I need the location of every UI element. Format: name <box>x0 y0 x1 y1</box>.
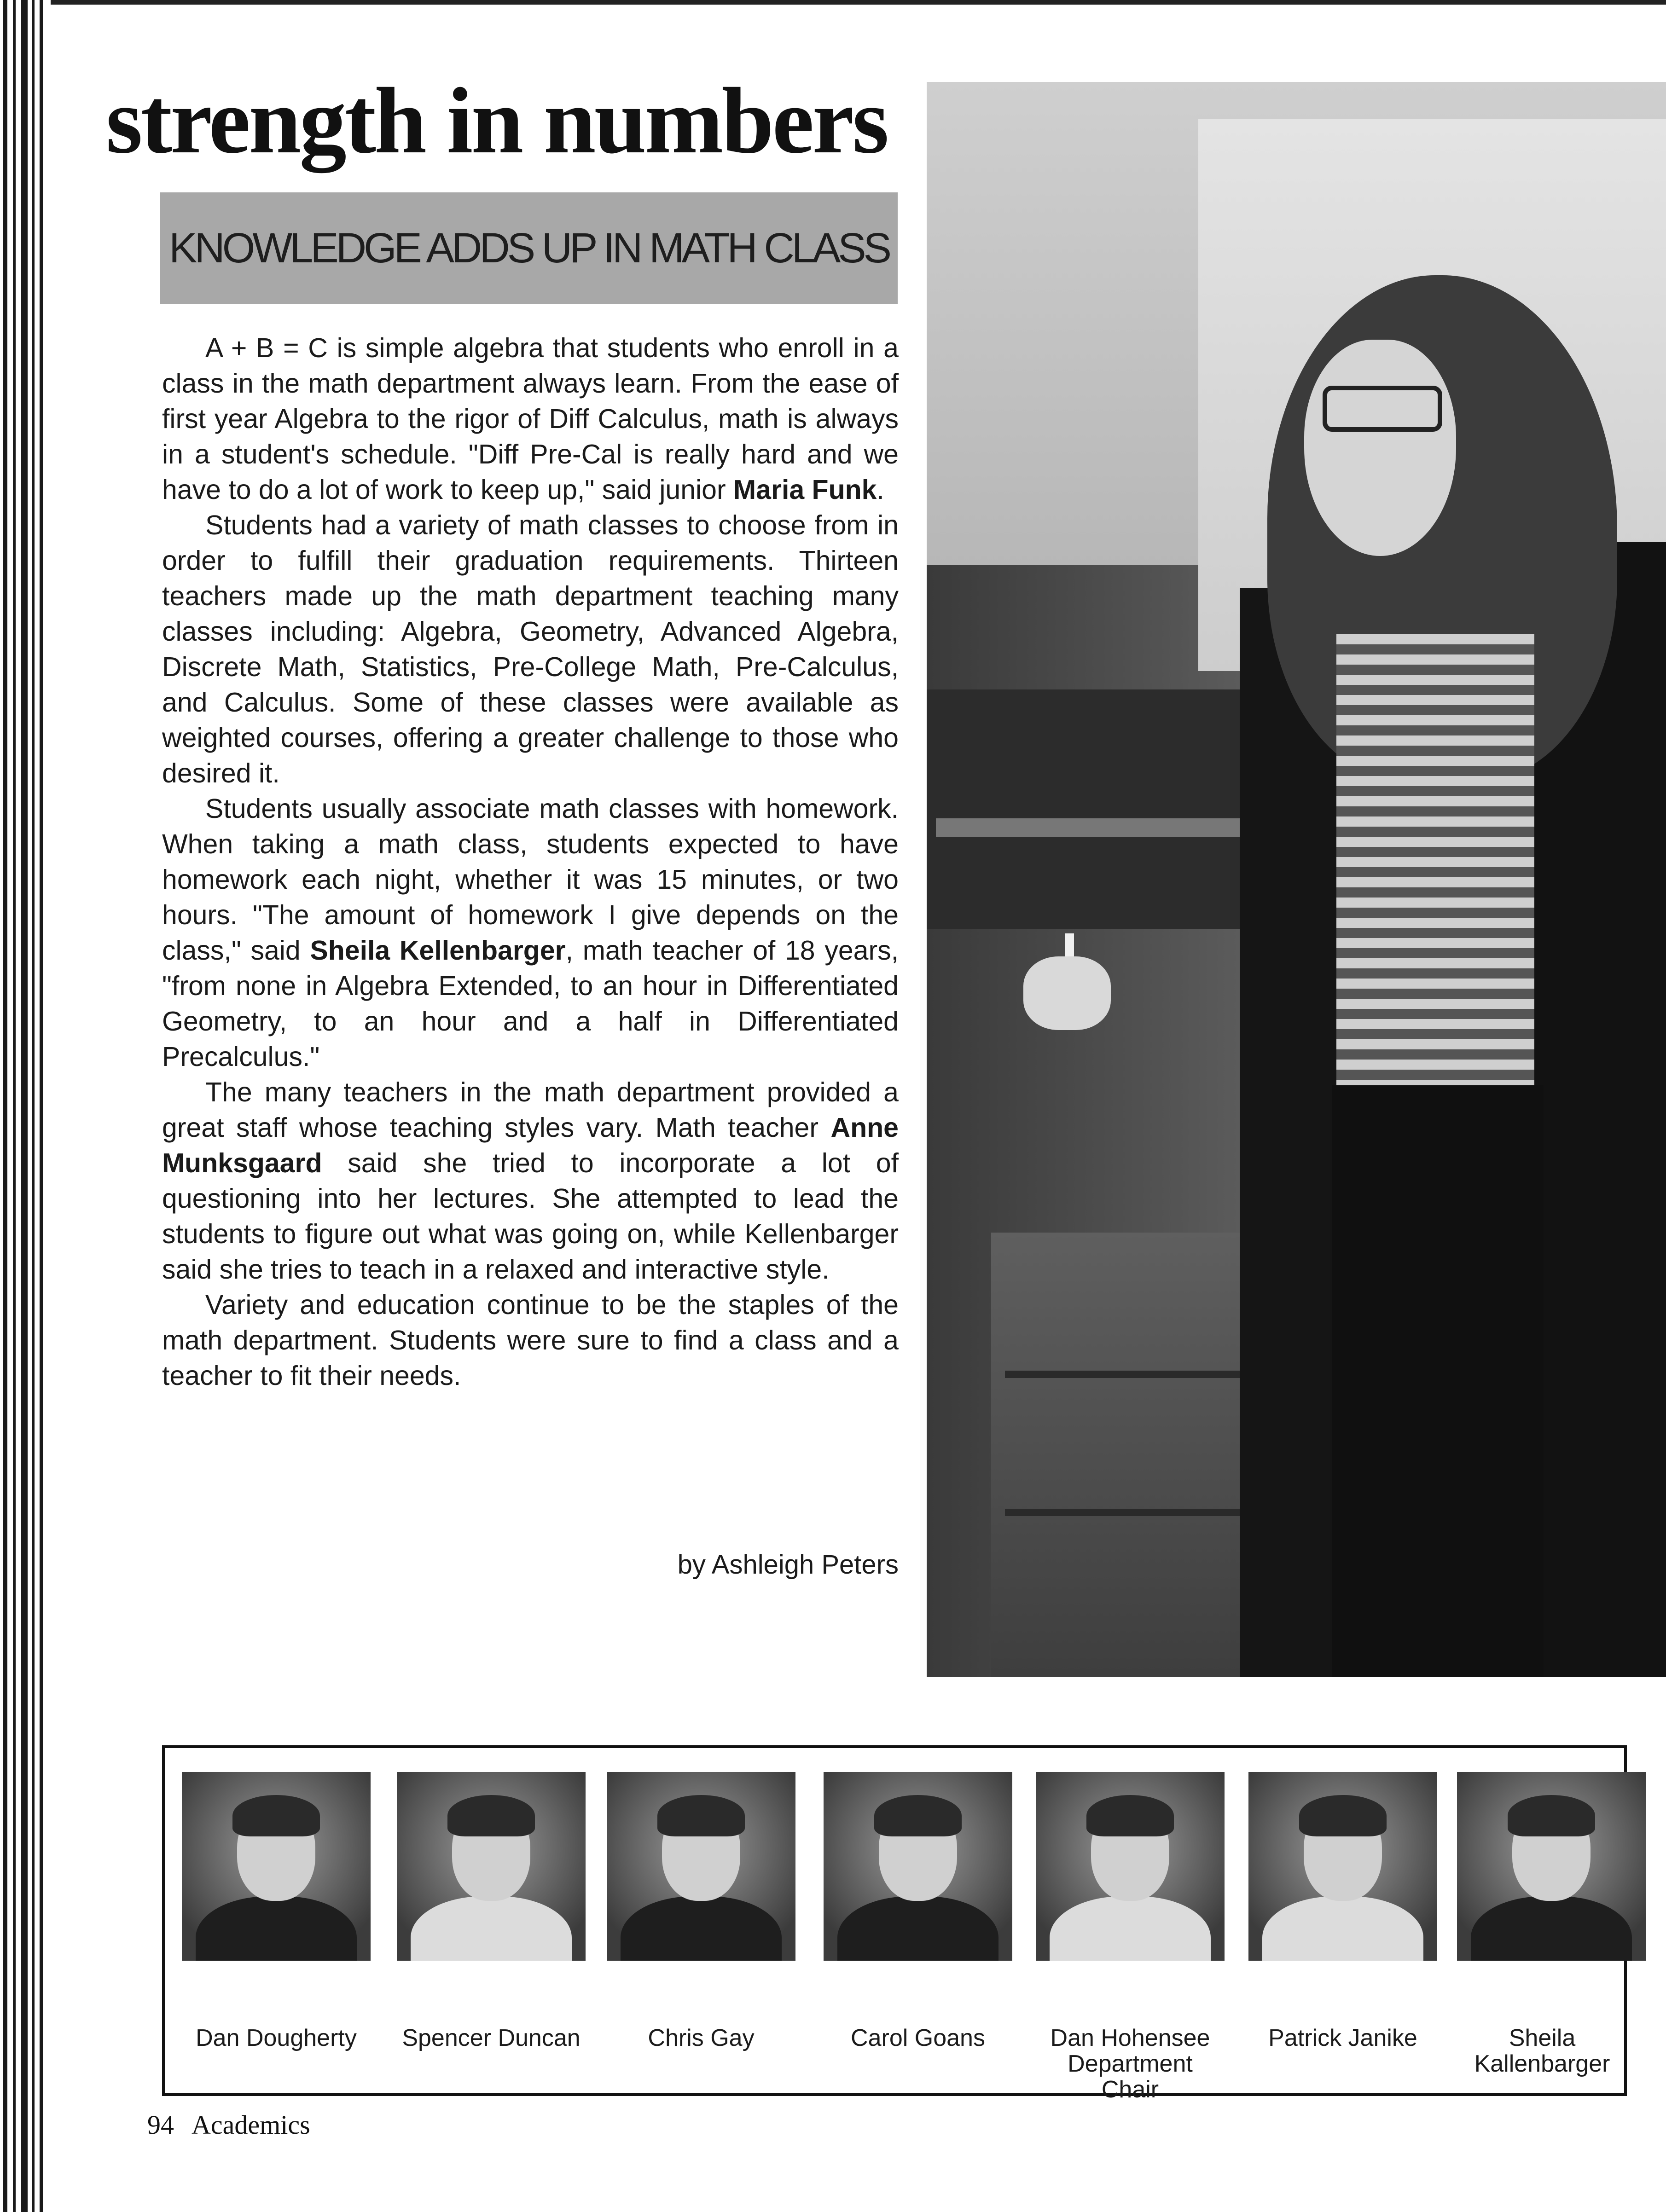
faculty-portrait <box>607 1772 795 1961</box>
page-title: strength in numbers <box>106 69 888 173</box>
binding-edge <box>0 0 51 2212</box>
faculty-portrait <box>397 1772 586 1961</box>
subtitle-text: KNOWLEDGE ADDS UP IN MATH CLASS <box>168 224 889 272</box>
faculty-portrait <box>824 1772 1012 1961</box>
faculty-name <box>1457 2025 1627 2077</box>
faculty-portrait <box>1036 1772 1225 1961</box>
section-name: Academics <box>192 2110 310 2140</box>
faculty-portrait <box>182 1772 371 1961</box>
faculty-name-text: Dan Dougherty <box>196 2025 357 2051</box>
paragraph-text: A + B = C is simple algebra that students who enroll in a class in the math department always learn. From the ease of first year Algebra to the rigor of Diff Calculus, math is always in a student's schedule. "Diff Pre-Cal is really hard and we have to do a lot of work to keep up," said junior <box>162 333 899 505</box>
paragraph-5 <box>162 1287 899 1394</box>
paragraph-text: said she tried to incorporate a lot of questioning into her lectures. She attempted to lead the students to figure out what was going on, while Kellenbarger said she tries to teach in a relaxed and interactive style. <box>162 1148 899 1285</box>
faculty-role-text: Department Chair <box>1068 2050 1193 2103</box>
paragraph-4 <box>162 1075 899 1287</box>
paragraph-2 <box>162 508 899 791</box>
paragraph-text: The many teachers in the math department provided a great staff whose teaching styles vary. Math teacher <box>162 1077 899 1143</box>
teacher-photo <box>927 82 1666 1677</box>
top-rule <box>51 0 1666 5</box>
page-folio <box>147 2109 328 2140</box>
faculty-portrait <box>1457 1772 1646 1961</box>
byline: by Ashleigh Peters <box>677 1550 899 1580</box>
quoted-student-name: Maria Funk <box>733 475 877 505</box>
paragraph-1 <box>162 330 899 508</box>
paragraph-text: Variety and education continue to be the staples of the math department. Students were sure to find a class and a teacher to fit their needs. <box>162 1290 899 1391</box>
faculty-name <box>607 2025 795 2051</box>
faculty-name-text: Spencer Duncan <box>402 2025 580 2051</box>
paragraph-text: Students usually associate math classes with homework. When taking a math class, students expected to have homework each night, whether it was 15 minutes, or two hours. "The amount of homework I give depends on the class," said <box>162 793 899 966</box>
page-number: 94 <box>147 2110 174 2140</box>
paragraph-text: Students had a variety of math classes to choose from in order to fulfill their graduation requirements. Thirteen teachers made up the math department teaching many classes including: Algebra, Geometry, Advanced Algebra, Discrete Math, Statistics, Pre-College Math, Pre-Calculus, and Calculus. Some of these classes were available as weighted courses, offering a greater challenge to those who desired it. <box>162 510 899 788</box>
faculty-name <box>397 2025 586 2051</box>
faculty-portrait <box>1248 1772 1437 1961</box>
faculty-name-text: Dan Hohensee <box>1050 2025 1210 2051</box>
faculty-name <box>1036 2025 1225 2102</box>
faculty-name-text: Chris Gay <box>648 2025 755 2051</box>
faculty-name-text: Patrick Janike <box>1268 2025 1417 2051</box>
quoted-teacher-name: Anne Munksgaard <box>162 1112 899 1178</box>
faculty-name <box>824 2025 1012 2051</box>
subtitle-banner <box>160 192 898 304</box>
article-body <box>162 330 899 1394</box>
faculty-name-text: Sheila Kallenbarger <box>1474 2025 1610 2077</box>
faculty-name <box>1248 2025 1437 2051</box>
faculty-name-text: Carol Goans <box>851 2025 985 2051</box>
paragraph-text: . <box>877 475 884 505</box>
quoted-teacher-name: Sheila Kellenbarger <box>310 935 566 966</box>
paragraph-text: , math teacher of 18 years, "from none in Algebra Extended, to an hour in Differentiated Geometry, to an hour and a half in Differentiated Precalculus." <box>162 935 899 1072</box>
paragraph-3 <box>162 791 899 1075</box>
faculty-name <box>182 2025 371 2051</box>
